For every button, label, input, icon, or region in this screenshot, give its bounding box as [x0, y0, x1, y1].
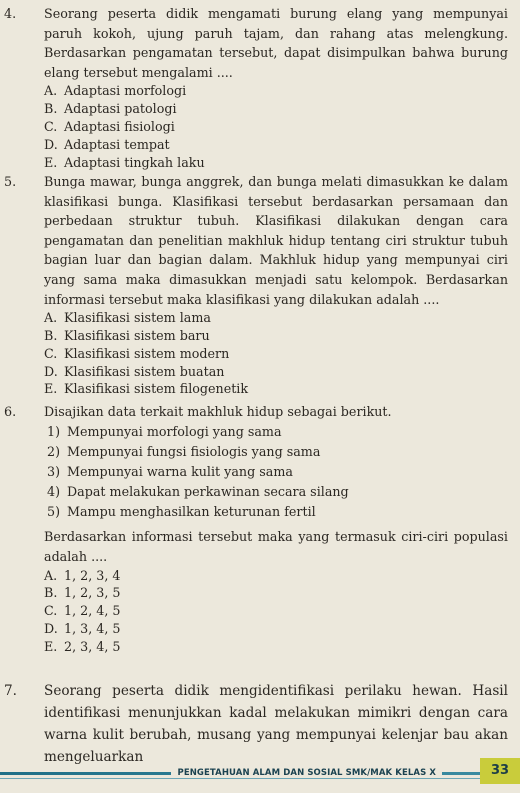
question-stem [4, 402, 508, 422]
question-text: Bunga mawar, bunga anggrek, dan bunga melati dimasukkan ke dalam klasifikasi bunga. Klasifikasi tersebut berdasarkan persamaan dan perbedaan struktur tubuh. Klasifikasi dilakukan dengan cara pengamatan dan penelitian makhluk hidup tentang ciri struktur tubuh bagian luar dan bagian dalam. Makhluk hidup yang mempunyai ciri yang sama maka dimasukkan menjadi satu kelompok. Berdasarkan informasi tersebut maka klasifikasi yang dilakukan adalah .... [44, 174, 508, 307]
question-text: Disajikan data terkait makhluk hidup sebagai berikut. [44, 404, 392, 419]
question-4 [0, 4, 520, 171]
question-number: 5. [4, 174, 17, 189]
option-e: E. Klasifikasi sistem filogenetik [44, 381, 249, 397]
option-c: C. 1, 2, 4, 5 [44, 603, 121, 619]
option-c: C. Klasifikasi sistem modern [44, 345, 230, 361]
option-a: A. 1, 2, 3, 4 [44, 567, 121, 583]
option-a: A. Klasifikasi sistem lama [44, 310, 211, 326]
question-stem [4, 4, 508, 82]
data-item-5: 5) Mampu menghasilkan keturunan fertil [47, 504, 316, 520]
option-e: E. Adaptasi tingkah laku [44, 154, 205, 170]
page-footer [0, 754, 520, 793]
question-number: 4. [4, 6, 17, 21]
option-b: B. Klasifikasi sistem baru [44, 327, 210, 343]
option-b: B. Adaptasi patologi [44, 101, 177, 117]
option-e: E. 2, 3, 4, 5 [44, 638, 121, 654]
question-6 [0, 402, 520, 656]
question-text: Seorang peserta didik mengamati burung elang yang mempunyai paruh kokoh, ujung paruh tajam, dan rahang atas melengkung. Berdasarkan pengamatan tersebut, dapat disimpulkan bahwa burung elang tersebut mengalami .... [44, 6, 508, 80]
data-item-4: 4) Dapat melakukan perkawinan secara silang [47, 484, 349, 500]
option-d: D. Adaptasi tempat [44, 136, 170, 152]
question-stem [4, 172, 508, 309]
option-c: C. Adaptasi fisiologi [44, 118, 175, 134]
data-item-3: 3) Mempunyai warna kulit yang sama [47, 464, 293, 479]
option-a: A. Adaptasi morfologi [44, 83, 187, 99]
data-item-1: 1) Mempunyai morfologi yang sama [47, 423, 282, 439]
option-b: B. 1, 2, 3, 5 [44, 585, 121, 601]
option-d: D. 1, 3, 4, 5 [44, 621, 121, 636]
footer-divider-thin [0, 778, 480, 779]
question-number: 6. [4, 404, 17, 419]
question-number: 7. [4, 683, 17, 699]
book-title: PENGETAHUAN ALAM DAN SOSIAL SMK/MAK KELAS X [171, 768, 442, 778]
question-prompt: Berdasarkan informasi tersebut maka yang termasuk ciri-ciri populasi adalah .... [44, 528, 508, 564]
data-item-2: 2) Mempunyai fungsi fisiologis yang sama [47, 443, 321, 459]
question-text: Seorang peserta didik mengidentifikasi perilaku hewan. Hasil identifikasi menunjukkan kadal melakukan mimikri dengan cara warna kulit berubah, musang yang mempunyai kelenjar bau akan mengeluarkan [44, 683, 508, 765]
question-5 [0, 172, 520, 398]
option-d: D. Klasifikasi sistem buatan [44, 363, 225, 379]
page-number: 33 [480, 758, 520, 784]
